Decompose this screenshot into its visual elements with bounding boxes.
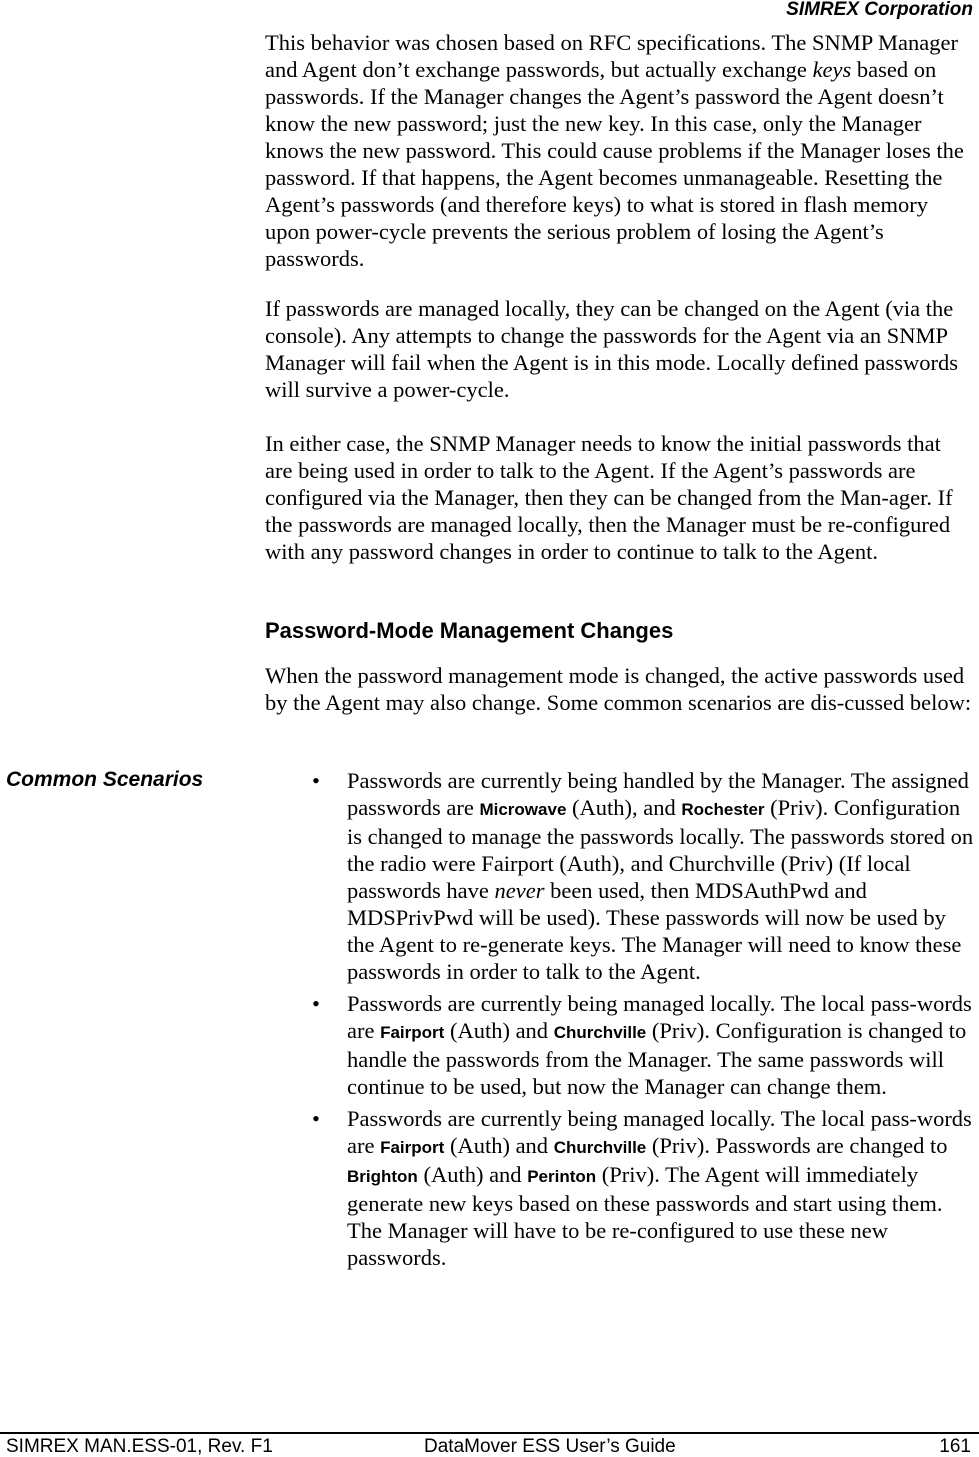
list-item-text: Passwords are currently being managed locally. The local pass-words are: [347, 991, 972, 1043]
list-item-text: (Priv). Configuration is changed to manage the passwords locally. The passwords stored on the radio were Fairport (Auth), and Churchville (Priv) (If local passwords have: [347, 795, 974, 903]
bullet-glyph: •: [312, 1106, 320, 1131]
list-item-text: Passwords are currently being managed locally. The local pass-words are: [347, 1106, 972, 1158]
footer-document-id: SIMREX MAN.ESS-01, Rev. F1: [6, 1436, 273, 1457]
list-item: [312, 1105, 976, 1271]
list-item-text: (Priv). Passwords are changed to: [646, 1133, 948, 1158]
scenario-list: [312, 767, 976, 1276]
paragraph-text: This behavior was chosen based on RFC specifications. The SNMP Manager and Agent don’t exchange passwords, but actually exchange: [265, 30, 959, 82]
bullet-glyph: •: [312, 991, 320, 1016]
password-label: Microwave: [479, 800, 567, 819]
emphasis-never: never: [494, 878, 545, 903]
password-label: Fairport: [380, 1138, 445, 1157]
paragraph-rfc-behavior: [265, 29, 973, 272]
password-label: Churchville: [553, 1138, 647, 1157]
list-item-text: (Auth) and: [444, 1133, 554, 1158]
footer-guide-title: DataMover ESS User’s Guide: [424, 1436, 676, 1457]
list-item: [312, 990, 976, 1100]
list-item-text: (Priv). The Agent will immediately generate new keys based on these passwords and start using them. The Manager will have to be re-configured to use these new passwords.: [347, 1162, 943, 1270]
password-label: Perinton: [527, 1167, 597, 1186]
list-item-text: Passwords are currently being handled by the Manager. The assigned passwords are: [347, 768, 969, 820]
footer-page-number: 161: [939, 1436, 971, 1457]
password-label: Churchville: [553, 1023, 647, 1042]
password-label: Rochester: [681, 800, 765, 819]
paragraph-local-passwords: If passwords are managed locally, they can be changed on the Agent (via the console). Any attempts to change the passwords for the Agent via an SNMP Manager will fail when the Agent is in this mode. Locally defined passwords will survive a power-cycle.: [265, 296, 958, 402]
list-item-text: been used, then MDSAuthPwd and MDSPrivPwd will be used). These passwords will now be used by the Agent to re-generate keys. The Manager will need to know these passwords in order to talk to the Agent.: [347, 878, 962, 984]
password-label: Brighton: [347, 1167, 418, 1186]
bullet-glyph: •: [312, 768, 320, 793]
paragraph-either-case: In either case, the SNMP Manager needs to know the initial passwords that are being used in order to talk to the Agent. If the Agent’s passwords are configured via the Manager, then they can be changed from the Man-ager. If the passwords are managed locally, then the Manager must be re-configured with any password changes in order to continue to talk to the Agent.: [265, 431, 953, 564]
emphasis-keys: keys: [812, 57, 852, 82]
header-company: SIMREX Corporation: [786, 0, 973, 20]
side-label-common-scenarios: Common Scenarios: [6, 768, 204, 791]
paragraph-text: based on passwords. If the Manager changes the Agent’s password the Agent doesn’t know the new password; just the new key. In this case, only the Manager knows the new password. This could cause problems if the Manager loses the password. If that happens, the Agent becomes unmanageable. Resetting the Agent’s passwords (and therefore keys) to what is stored in flash memory upon power-cycle prevents the serious problem of losing the Agent’s passwords.: [265, 57, 964, 271]
list-item-text: (Auth), and: [566, 795, 682, 820]
list-item: [312, 767, 976, 985]
list-item-text: (Auth) and: [444, 1018, 554, 1043]
paragraph-mode-change: When the password management mode is changed, the active passwords used by the Agent may also change. Some common scenarios are dis-cussed below:: [265, 663, 972, 715]
password-label: Fairport: [380, 1023, 445, 1042]
footer-divider: [0, 1432, 979, 1434]
list-item-text: (Auth) and: [417, 1162, 528, 1187]
section-heading: Password-Mode Management Changes: [265, 618, 674, 643]
list-item-text: (Priv). Configuration is changed to handle the passwords from the Manager. The same passwords will continue to be used, but now the Manager can change them.: [347, 1018, 967, 1099]
